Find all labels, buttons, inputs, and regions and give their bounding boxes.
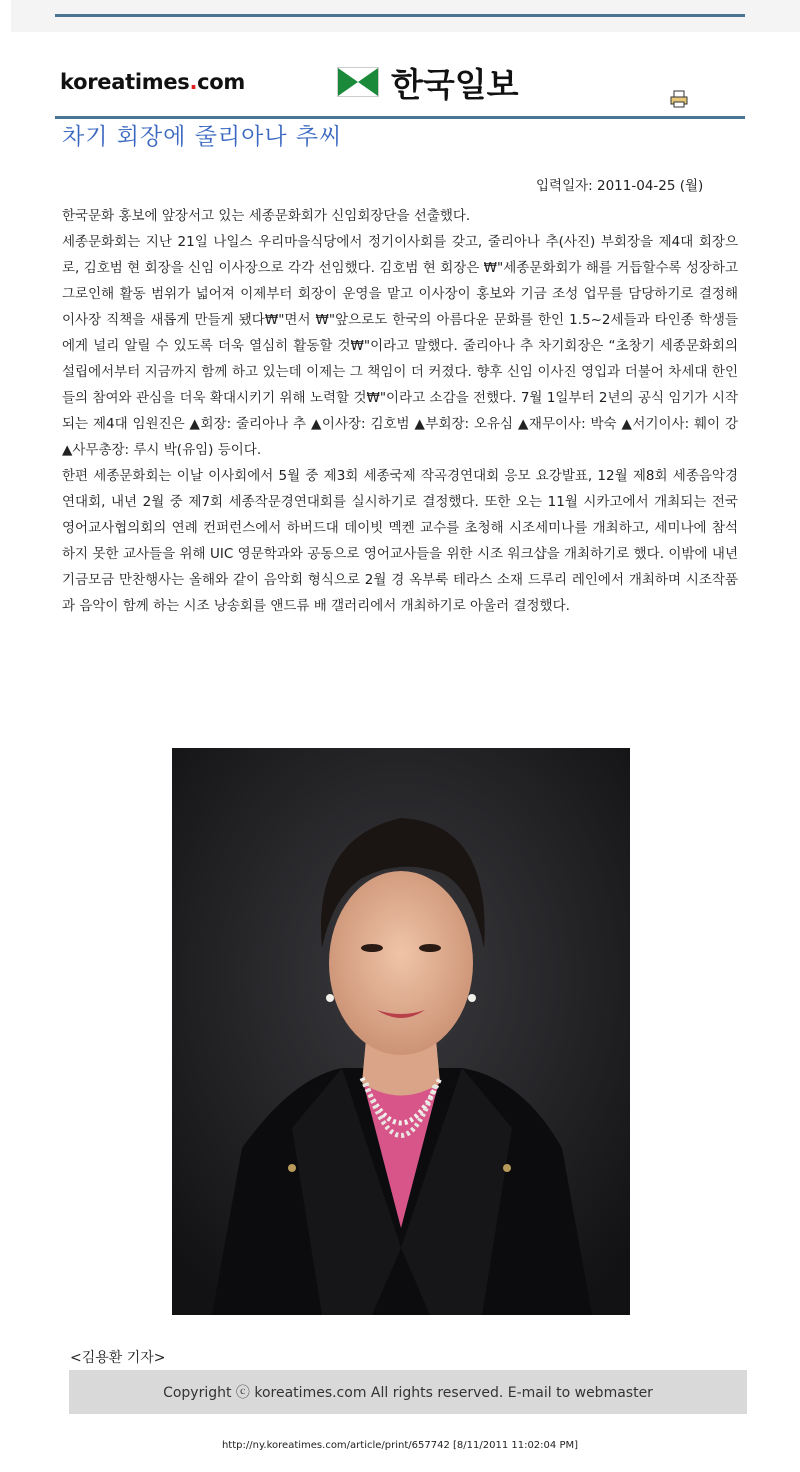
footer-bar [69, 1370, 747, 1414]
copyright-text[interactable]: Copyright ⓒ koreatimes.com All rights reserved. E-mail to webmaster [163, 1385, 653, 1401]
print-url: http://ny.koreatimes.com/article/print/657742 [8/11/2011 11:02:04 PM] [221, 1440, 579, 1451]
article-paragraph: 한국문화 홍보에 앞장서고 있는 세종문화회가 신임회장단을 선출했다. [62, 208, 471, 224]
article-paragraph: 한편 세종문화회는 이날 이사회에서 5월 중 제3회 세종국제 작곡경연대회 응모 요강발표, 12월 제8회 세종음악경연대회, 내년 2월 중 제7회 세종작문경연대회를 실시하기로 결정했다. 또한 오는 11월 시카고에서 개최되는 전국 영어교사협의회의 연례 컨퍼런스에서 하버드대 데이빗 멕켄 교수를 초청해 시조세미나를 개최하고, 세미나에 참석하지 못한 교사들을 위해 UIC 영문학과와 공동으로 영어교사들을 위한 시조 워크샵을 개최하기로 했다. 이밖에 내년 기금모금 만찬행사는 올해와 같이 음악회 형식으로 2월 경 옥부룩 테라스 소재 드루리 레인에서 개최하며 시조작품과 음악이 함께 하는 시조 낭송회를 앤드류 배 갤러리에서 개최하기로 아울러 결정했다. [62, 468, 738, 614]
article-byline: <김용환 기자> [70, 1350, 166, 1366]
article-body [62, 203, 738, 619]
paper-name: 한국일보 [391, 64, 519, 104]
top-rule [55, 14, 745, 17]
logo-tld: com [197, 70, 246, 94]
article-paragraph: 세종문화회는 지난 21일 나일스 우리마을식당에서 정기이사회를 갖고, 줄리아나 추(사진) 부회장을 제4대 회장으로, 김호범 현 회장을 신임 이사장으로 각각 선임했다. 김호범 현 회장은 ₩"세종문화회가 해를 거듭할수록 성장하고 그로인해 활동 범위가 넓어져 이제부터 회장이 운영을 맡고 이사장이 홍보와 기금 조성 업무를 담당하기로 결정해 이사장 직책을 새롭게 만들게 됐다₩"면서 ₩"앞으로도 한국의 아름다운 문화를 한인 1.5~2세들과 타인종 학생들에게 널리 알릴 수 있도록 더욱 열심히 활동할 것₩"이라고 말했다. 줄리아나 추 차기회장은 “초창기 세종문화회의 설립에서부터 지금까지 함께 하고 있는데 이제는 그 책임이 더 커졌다. 향후 신임 이사진 영입과 더불어 차세대 한인들의 참여와 관심을 더욱 확대시키기 위해 노력할 것₩"이라고 소감을 전했다. 7월 1일부터 2년의 공식 임기가 시작되는 제4대 임원진은 ▲회장: 줄리아나 추 ▲이사장: 김호범 ▲부회장: 오유심 ▲재무이사: 박숙 ▲서기이사: 훼이 강 ▲사무총장: 루시 박(유임) 등이다. [62, 234, 738, 458]
koreatimes-logo[interactable] [60, 70, 245, 94]
flag-logo-icon [337, 67, 379, 97]
logo-main: koreatimes [60, 70, 190, 94]
article-photo [172, 748, 630, 1315]
printer-icon[interactable] [670, 90, 688, 108]
hankook-ilbo-logo[interactable] [337, 64, 519, 104]
article-date: 입력일자: 2011-04-25 (월) [536, 178, 704, 194]
article-headline: 차기 회장에 줄리아나 추씨 [62, 124, 343, 150]
logo-dot: . [189, 70, 198, 94]
